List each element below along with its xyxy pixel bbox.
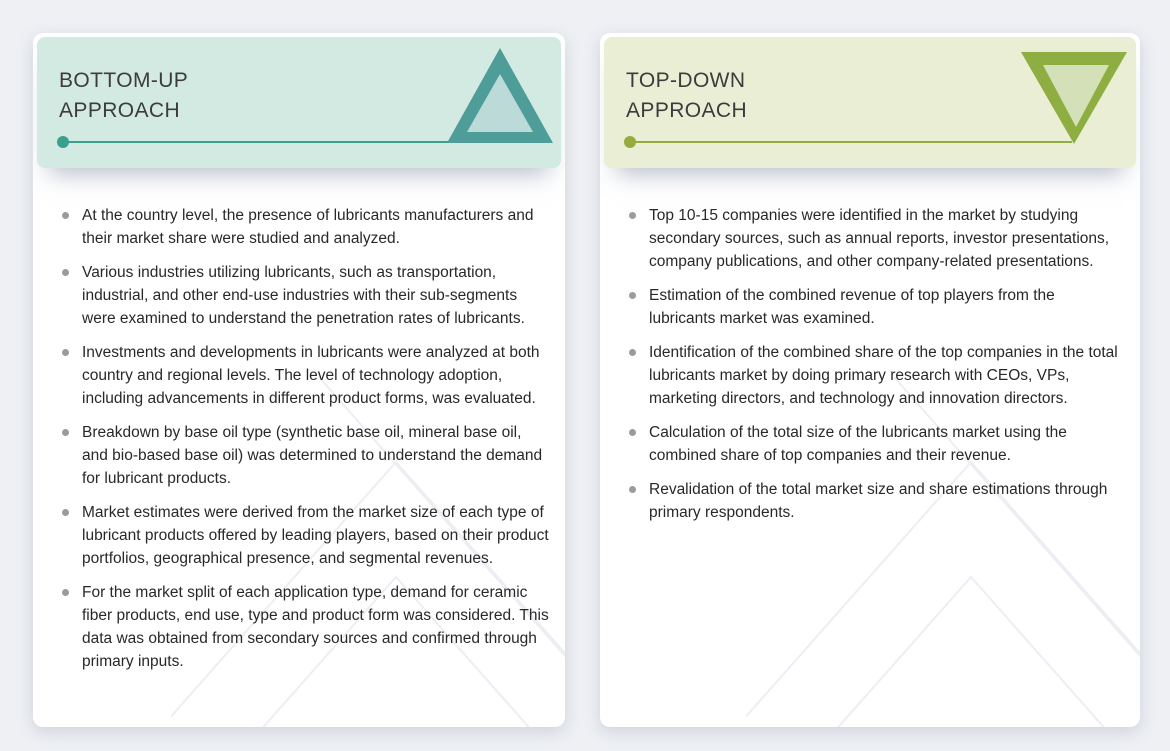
card-title-line1: BOTTOM-UP xyxy=(59,69,189,92)
bullet-item xyxy=(82,204,549,250)
bullet-dot-icon xyxy=(629,486,636,493)
bullet-text: For the market split of each application type, demand for ceramic fiber products, end use, type and product form was considered. This data was obtained from secondary sources and confirmed through primary inputs. xyxy=(82,584,549,670)
bullet-item xyxy=(82,501,549,570)
bullet-item xyxy=(649,478,1124,524)
card-bottom-up-approach xyxy=(33,33,565,727)
accent-dot-icon xyxy=(624,136,636,148)
accent-line xyxy=(626,141,1072,143)
bullet-text: Calculation of the total size of the lubricants market using the combined share of top companies and their revenue. xyxy=(649,424,1067,464)
bullet-text: Estimation of the combined revenue of top players from the lubricants market was examined. xyxy=(649,287,1055,327)
bullet-dot-icon xyxy=(629,349,636,356)
bullet-dot-icon xyxy=(62,429,69,436)
card-title-line2: APPROACH xyxy=(59,99,181,122)
card-title-line2: APPROACH xyxy=(626,99,748,122)
bullet-text: At the country level, the presence of lubricants manufacturers and their market share were studied and analyzed. xyxy=(82,207,534,247)
bullet-item xyxy=(649,284,1124,330)
bullet-dot-icon xyxy=(62,349,69,356)
bullet-item xyxy=(649,421,1124,467)
bullet-dot-icon xyxy=(62,269,69,276)
bullet-text: Investments and developments in lubricants were analyzed at both country and regional levels. The level of technology adoption, including advancements in different product forms, was evaluated. xyxy=(82,344,540,407)
card-top-down-approach xyxy=(600,33,1140,727)
triangle-down-icon xyxy=(1021,52,1127,144)
bullet-dot-icon xyxy=(629,292,636,299)
card-header xyxy=(37,37,561,168)
bullet-text: Revalidation of the total market size and share estimations through primary respondents. xyxy=(649,481,1108,521)
card-header xyxy=(604,37,1136,168)
bullet-list xyxy=(33,204,565,673)
bullet-item xyxy=(82,341,549,410)
bullet-text: Breakdown by base oil type (synthetic base oil, mineral base oil, and bio-based base oil) was determined to understand the demand for lubricant products. xyxy=(82,424,543,487)
bullet-text: Market estimates were derived from the market size of each type of lubricant products offered by leading players, based on their product portfolios, geographical presence, and segmental revenues. xyxy=(82,504,549,567)
bullet-list xyxy=(600,204,1140,524)
triangle-up-icon xyxy=(447,48,553,143)
bullet-dot-icon xyxy=(629,429,636,436)
bullet-item xyxy=(649,341,1124,410)
bullet-item xyxy=(82,581,549,673)
bullet-dot-icon xyxy=(629,212,636,219)
bullet-dot-icon xyxy=(62,589,69,596)
bullet-item xyxy=(82,421,549,490)
bullet-dot-icon xyxy=(62,212,69,219)
accent-line xyxy=(59,141,450,143)
card-title xyxy=(59,66,188,126)
bullet-text: Top 10-15 companies were identified in the market by studying secondary sources, such as annual reports, investor presentations, company publications, and other company-related presentations. xyxy=(649,207,1110,270)
card-title-line1: TOP-DOWN xyxy=(626,69,746,92)
bullet-item xyxy=(649,204,1124,273)
bullet-dot-icon xyxy=(62,509,69,516)
bullet-text: Identification of the combined share of the top companies in the total lubricants market by doing primary research with CEOs, VPs, marketing directors, and technology and innovation directors. xyxy=(649,344,1118,407)
accent-dot-icon xyxy=(57,136,69,148)
bullet-text: Various industries utilizing lubricants, such as transportation, industrial, and other end-use industries with their sub-segments were examined to understand the penetration rates of lubricants. xyxy=(82,264,525,327)
card-title xyxy=(626,66,747,126)
bullet-item xyxy=(82,261,549,330)
